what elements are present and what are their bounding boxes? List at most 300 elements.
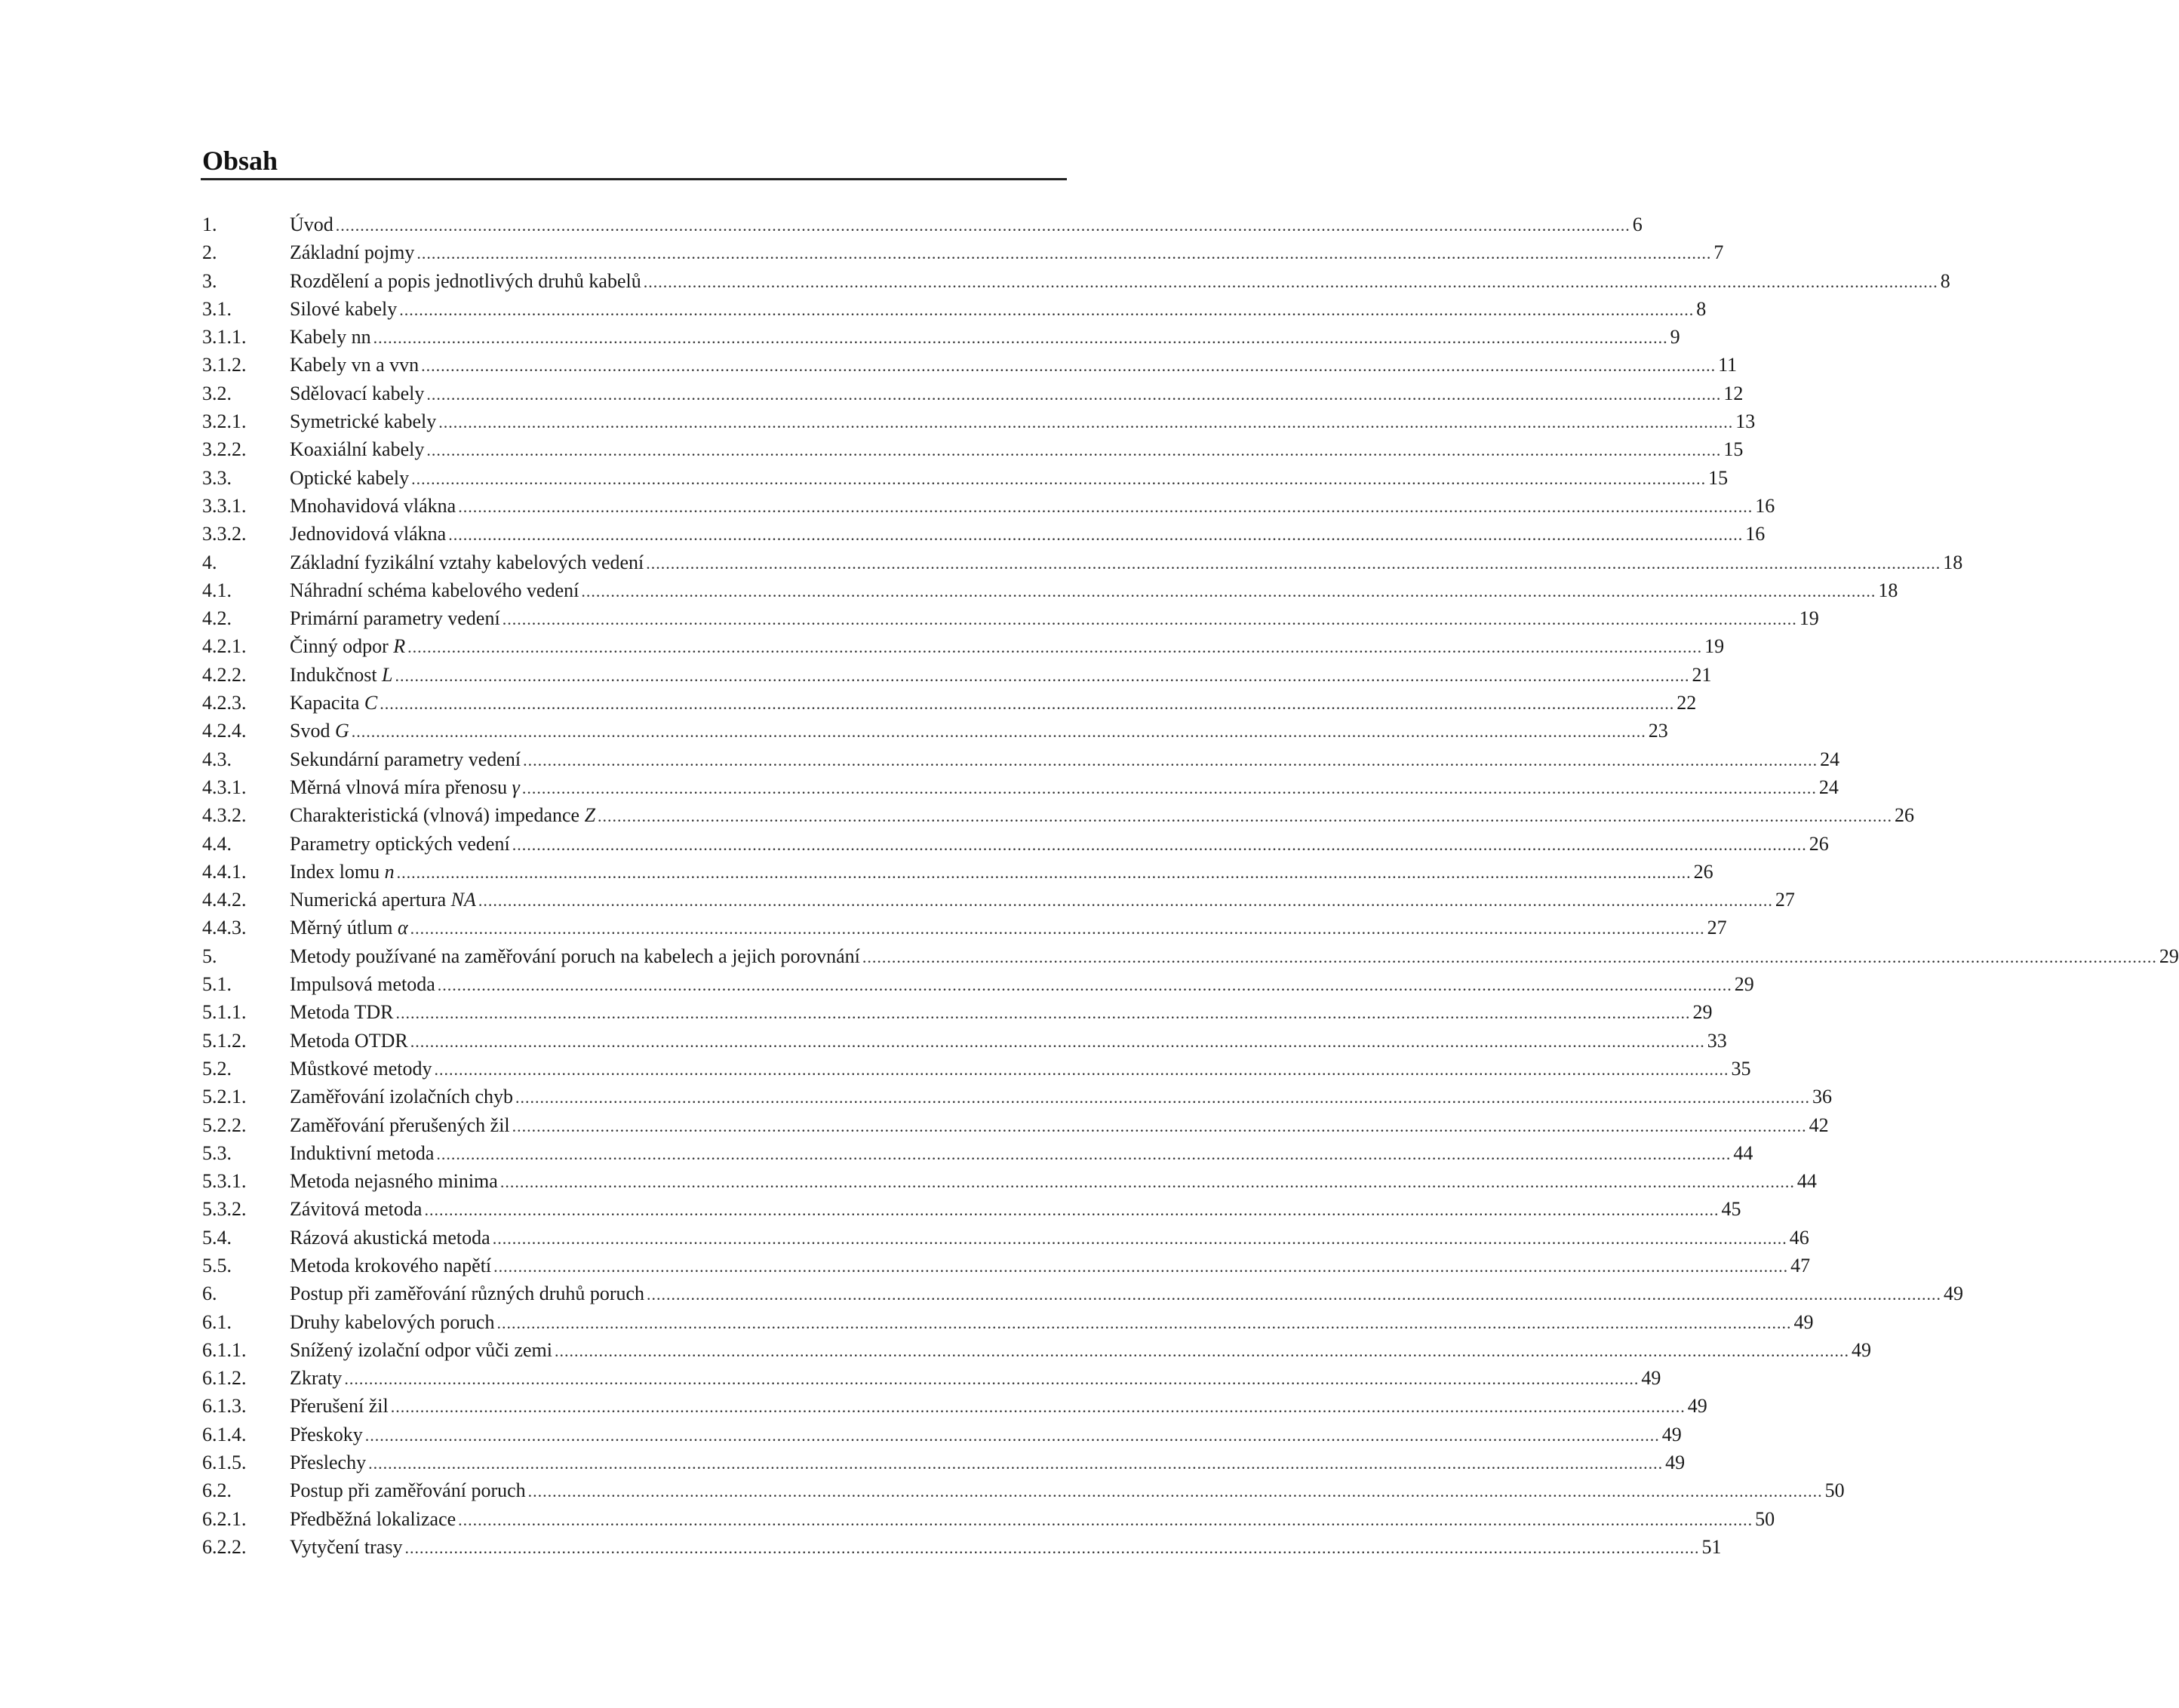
toc-entry-title: Kabely vn a vvn	[290, 354, 420, 376]
toc-entry-title: Zaměřování přerušených žil	[290, 1114, 510, 1136]
toc-entry-title-wrap	[287, 858, 395, 886]
toc-entry-title: Přeskoky	[290, 1423, 363, 1445]
toc-entry[interactable]	[202, 295, 1707, 323]
toc-entry-number: 3.1.2.	[202, 354, 247, 376]
toc-entry-title: Indukčnost	[290, 663, 377, 686]
toc-dot-leader	[644, 268, 1938, 296]
toc-entry-title-wrap	[287, 323, 371, 351]
toc-dot-leader	[397, 859, 1692, 886]
toc-entry-title: Měrná vlnová míra přenosu	[290, 776, 508, 798]
toc-entry-page: 12	[1723, 382, 1744, 404]
toc-entry-page: 35	[1731, 1057, 1751, 1080]
toc-entry[interactable]	[202, 520, 1766, 548]
toc-entry-number: 6.1.5.	[202, 1451, 247, 1474]
toc-entry-number: 4.2.	[202, 607, 232, 630]
toc-entry[interactable]	[202, 773, 1839, 801]
toc-entry[interactable]	[202, 1195, 1741, 1223]
toc-dot-leader	[424, 1196, 1719, 1224]
toc-entry-title-wrap	[287, 942, 860, 970]
toc-entry-title: Rázová akustická metoda	[290, 1226, 490, 1249]
toc-entry-number: 3.2.1.	[202, 410, 247, 433]
toc-entry-title: Přerušení žil	[290, 1395, 389, 1418]
toc-entry-number: 3.2.	[202, 382, 232, 404]
toc-entry-title: Závitová metoda	[290, 1198, 423, 1221]
toc-entry-title-wrap	[287, 1139, 434, 1167]
toc-entry[interactable]	[202, 1421, 1682, 1448]
toc-entry[interactable]	[202, 1083, 1832, 1111]
toc-entry-title-wrap	[287, 1364, 342, 1392]
toc-dot-leader	[438, 971, 1732, 999]
toc-entry-number: 5.1.	[202, 973, 232, 996]
toc-entry-page: 44	[1796, 1170, 1817, 1193]
toc-dot-leader	[435, 1055, 1729, 1083]
toc-entry-title-wrap	[287, 1448, 366, 1476]
toc-entry-number: 4.2.2.	[202, 663, 247, 686]
toc-entry[interactable]	[202, 1448, 1686, 1476]
toc-entry-title: Impulsová metoda	[290, 973, 435, 996]
toc-entry-title: Metoda krokového napětí	[290, 1254, 492, 1276]
toc-entry-page: 15	[1723, 438, 1744, 461]
toc-entry-title: Základní pojmy	[290, 241, 415, 264]
toc-entry-title: Metoda TDR	[290, 1001, 394, 1024]
toc-entry-title: Přeslechy	[290, 1451, 367, 1474]
toc-entry[interactable]	[202, 1364, 1661, 1392]
toc-entry-symbol: α	[398, 917, 408, 939]
toc-entry-page: 21	[1692, 663, 1712, 686]
toc-dot-leader	[344, 1365, 1639, 1393]
toc-dot-leader	[862, 943, 2157, 971]
toc-entry-number: 4.	[202, 551, 217, 573]
toc-entry-title-wrap	[287, 435, 424, 463]
toc-entry-title-wrap	[287, 886, 476, 914]
toc-dot-leader	[528, 1477, 1823, 1505]
toc-entry-number: 4.3.2.	[202, 804, 247, 827]
toc-entry-page: 27	[1707, 917, 1727, 939]
toc-entry-title-wrap	[287, 267, 641, 295]
toc-entry[interactable]	[202, 576, 1898, 604]
toc-entry-page: 13	[1735, 410, 1756, 433]
toc-entry[interactable]	[202, 379, 1744, 407]
toc-entry-page: 19	[1799, 607, 1819, 630]
toc-dot-leader	[493, 1252, 1788, 1280]
toc-dot-leader	[647, 1280, 1941, 1308]
toc-entry-number: 3.	[202, 269, 217, 292]
toc-entry[interactable]	[202, 1279, 1964, 1307]
toc-entry[interactable]	[202, 745, 1840, 773]
toc-entry-title: Primární parametry vedení	[290, 607, 500, 630]
toc-dot-leader	[512, 831, 1807, 859]
toc-entry-page: 29	[2159, 945, 2179, 967]
toc-entry-symbol: R	[393, 635, 406, 658]
toc-entry-title: Snížený izolační odpor vůči zemi	[290, 1338, 553, 1361]
toc-entry-title-wrap	[287, 520, 446, 548]
toc-entry-number: 3.2.2.	[202, 438, 247, 461]
toc-entry-number: 6.2.1.	[202, 1507, 247, 1530]
toc-entry-number: 2.	[202, 241, 217, 264]
toc-dot-leader	[373, 324, 1668, 352]
toc-entry-number: 6.1.3.	[202, 1395, 247, 1418]
toc-entry-number: 4.2.3.	[202, 692, 247, 714]
toc-entry-number: 3.3.2.	[202, 523, 247, 545]
toc-entry[interactable]	[202, 632, 1725, 660]
toc-entry-title-wrap	[287, 1111, 510, 1139]
toc-dot-leader	[411, 465, 1706, 493]
toc-entry-title: Jednovidová vlákna	[290, 523, 447, 545]
toc-entry[interactable]	[202, 914, 1727, 942]
toc-dot-leader	[426, 436, 1721, 464]
toc-entry-number: 5.2.	[202, 1057, 232, 1080]
toc-entry-page: 50	[1824, 1479, 1845, 1502]
toc-entry-page: 49	[1687, 1395, 1707, 1418]
toc-entry-title-wrap	[287, 773, 520, 801]
page-title: Obsah	[202, 146, 278, 176]
toc-entry[interactable]	[202, 998, 1713, 1026]
toc-entry-title: Parametry optických vedení	[290, 832, 510, 855]
toc-entry-page: 49	[1665, 1451, 1686, 1474]
toc-entry-title: Vytyčení trasy	[290, 1535, 403, 1558]
toc-entry[interactable]	[202, 435, 1744, 463]
toc-entry-page: 49	[1852, 1338, 1872, 1361]
toc-entry-page: 42	[1809, 1114, 1829, 1136]
toc-entry[interactable]	[202, 210, 1643, 238]
toc-entry[interactable]	[202, 886, 1795, 914]
toc-entry-number: 6.1.	[202, 1310, 232, 1333]
toc-entry-symbol: L	[382, 663, 393, 686]
toc-entry-page: 8	[1940, 269, 1950, 292]
toc-dot-leader	[410, 1028, 1705, 1055]
toc-entry-page: 51	[1701, 1535, 1722, 1558]
toc-entry-title: Kapacita	[290, 692, 360, 714]
toc-entry-title-wrap	[287, 1083, 513, 1111]
toc-entry-number: 1.	[202, 214, 217, 235]
toc-dot-leader	[523, 746, 1818, 774]
toc-entry-page: 7	[1713, 241, 1724, 264]
toc-dot-leader	[395, 999, 1690, 1027]
toc-entry[interactable]	[202, 942, 2179, 970]
toc-entry-symbol: C	[364, 692, 378, 714]
toc-entry-number: 4.3.1.	[202, 776, 247, 798]
toc-entry-number: 5.	[202, 945, 217, 967]
toc-entry-page: 24	[1818, 776, 1839, 798]
toc-entry-page: 44	[1733, 1141, 1753, 1164]
toc-entry-number: 6.2.2.	[202, 1535, 247, 1558]
toc-entry-page: 49	[1944, 1283, 1964, 1305]
toc-entry-number: 5.3.1.	[202, 1170, 247, 1193]
toc-entry[interactable]	[202, 604, 1819, 632]
toc-entry-page: 26	[1809, 832, 1829, 855]
toc-entry-number: 4.2.1.	[202, 635, 247, 658]
toc-entry[interactable]	[202, 801, 1915, 829]
toc-entry-page: 22	[1677, 692, 1697, 714]
toc-entry-title-wrap	[287, 801, 595, 829]
toc-entry-title: Rozdělení a popis jednotlivých druhů kabelů	[290, 269, 641, 292]
toc-entry-number: 5.1.2.	[202, 1029, 247, 1052]
toc-dot-leader	[502, 605, 1797, 633]
toc-entry-title-wrap	[287, 1421, 363, 1448]
toc-dot-leader	[458, 493, 1753, 521]
toc-entry-page: 47	[1790, 1254, 1811, 1276]
toc-entry-title: Náhradní schéma kabelového vedení	[290, 579, 579, 601]
toc-dot-leader	[496, 1309, 1791, 1337]
toc-entry-number: 6.1.2.	[202, 1367, 247, 1390]
toc-entry[interactable]	[202, 1027, 1727, 1055]
toc-entry-page: 49	[1661, 1423, 1682, 1445]
toc-entry[interactable]	[202, 464, 1729, 492]
toc-entry-symbol: n	[384, 860, 395, 883]
toc-entry[interactable]	[202, 1308, 1814, 1336]
toc-entry-title-wrap	[287, 1505, 456, 1533]
toc-dot-leader	[515, 1083, 1810, 1111]
toc-entry-number: 5.3.	[202, 1141, 232, 1164]
toc-dot-leader	[404, 1534, 1699, 1562]
toc-entry[interactable]	[202, 858, 1713, 886]
toc-entry-page: 16	[1745, 523, 1766, 545]
toc-entry-title-wrap	[287, 1195, 422, 1223]
toc-entry[interactable]	[202, 830, 1829, 858]
toc-entry-title: Koaxiální kabely	[290, 438, 425, 461]
toc-dot-leader	[395, 662, 1690, 690]
toc-entry-title-wrap	[287, 1476, 526, 1504]
toc-entry-title-wrap	[287, 1392, 389, 1420]
toc-dot-leader	[421, 352, 1716, 379]
toc-entry-number: 4.1.	[202, 579, 232, 601]
toc-dot-leader	[426, 380, 1721, 408]
toc-entry-page: 46	[1789, 1226, 1809, 1249]
toc-entry-title-wrap	[287, 661, 393, 689]
toc-entry-symbol: γ	[512, 776, 520, 798]
toc-entry-title: Metoda OTDR	[290, 1029, 408, 1052]
toc-entry-title: Numerická apertura	[290, 889, 447, 911]
toc-entry-title: Metody používané na zaměřování poruch na kabelech a jejich porovnání	[290, 945, 860, 967]
toc-entry-number: 6.	[202, 1283, 217, 1305]
toc-entry[interactable]	[202, 548, 1963, 576]
toc-entry-number: 4.4.	[202, 832, 232, 855]
toc-entry[interactable]	[202, 661, 1712, 689]
toc-entry-title-wrap	[287, 1055, 432, 1083]
toc-entry-number: 5.3.2.	[202, 1198, 247, 1221]
toc-entry-title: Předběžná lokalizace	[290, 1507, 456, 1530]
toc-dot-leader	[448, 521, 1743, 548]
toc-entry-title-wrap	[287, 295, 397, 323]
toc-dot-leader	[365, 1421, 1660, 1449]
toc-entry-page: 26	[1693, 860, 1713, 883]
toc-dot-leader	[416, 239, 1711, 267]
toc-entry[interactable]	[202, 689, 1697, 717]
toc-entry-title: Metoda nejasného minima	[290, 1170, 498, 1193]
toc-entry-page: 45	[1721, 1198, 1741, 1221]
toc-entry-number: 4.4.1.	[202, 860, 247, 883]
toc-entry-number: 5.2.2.	[202, 1114, 247, 1136]
toc-entry-title: Zaměřování izolačních chyb	[290, 1086, 513, 1108]
toc-entry-number: 5.1.1.	[202, 1001, 247, 1024]
toc-dot-leader	[493, 1224, 1787, 1252]
title-rule	[201, 178, 1067, 180]
toc-entry[interactable]	[202, 351, 1738, 379]
toc-entry[interactable]	[202, 970, 1754, 998]
toc-entry-title-wrap	[287, 238, 414, 266]
toc-entry[interactable]	[202, 407, 1756, 435]
toc-dot-leader	[407, 633, 1702, 661]
toc-entry-title-wrap	[287, 548, 644, 576]
toc-entry[interactable]	[202, 1167, 1817, 1195]
toc-entry-title: Sekundární parametry vedení	[290, 748, 521, 770]
toc-entry-title-wrap	[287, 464, 409, 492]
toc-entry-title-wrap	[287, 604, 500, 632]
toc-dot-leader	[391, 1393, 1686, 1421]
toc-entry-title: Druhy kabelových poruch	[290, 1310, 495, 1333]
toc-entry-page: 23	[1648, 720, 1668, 742]
toc-entry[interactable]	[202, 1533, 1722, 1561]
toc-entry-title: Optické kabely	[290, 466, 410, 489]
toc-dot-leader	[368, 1449, 1663, 1477]
toc-entry[interactable]	[202, 1476, 1845, 1504]
toc-entry-title-wrap	[287, 830, 510, 858]
toc-entry[interactable]	[202, 1252, 1811, 1279]
toc-dot-leader	[478, 886, 1773, 914]
toc-entry-page: 49	[1793, 1310, 1814, 1333]
toc-entry-title-wrap	[287, 1308, 494, 1336]
toc-entry[interactable]	[202, 1392, 1707, 1420]
toc-entry-page: 26	[1895, 804, 1915, 827]
toc-entry-number: 3.1.1.	[202, 326, 247, 349]
toc-entry-number: 3.3.	[202, 466, 232, 489]
toc-entry[interactable]	[202, 323, 1680, 351]
toc-entry-page: 8	[1696, 297, 1707, 320]
toc-entry-number: 6.1.4.	[202, 1423, 247, 1445]
toc-entry-number: 4.3.	[202, 748, 232, 770]
toc-entry-number: 3.3.1.	[202, 494, 247, 517]
toc-entry-title: Mnohavidová vlákna	[290, 494, 456, 517]
toc-entry-page: 16	[1755, 494, 1775, 517]
toc-entry-title-wrap	[287, 1027, 408, 1055]
toc-entry-number: 5.5.	[202, 1254, 232, 1276]
toc-entry-title: Sdělovací kabely	[290, 382, 425, 404]
toc-entry-title-wrap	[287, 1167, 498, 1195]
toc-entry-number: 4.4.2.	[202, 889, 247, 911]
toc-entry-title-wrap	[287, 914, 408, 942]
toc-entry[interactable]	[202, 717, 1668, 745]
toc-entry-title: Úvod	[290, 214, 333, 235]
toc-entry-page: 24	[1820, 748, 1840, 770]
toc-entry-number: 5.2.1.	[202, 1086, 247, 1108]
toc-entry-title-wrap	[287, 576, 579, 604]
toc-entry-title: Index lomu	[290, 860, 380, 883]
toc-entry-page: 50	[1755, 1507, 1775, 1530]
toc-entry-title-wrap	[287, 379, 424, 407]
toc-entry-page: 6	[1632, 214, 1643, 235]
toc-entry-page: 29	[1692, 1001, 1713, 1024]
toc-entry-number: 6.2.	[202, 1479, 232, 1502]
toc-dot-leader	[512, 1112, 1807, 1140]
toc-entry-title: Charakteristická (vlnová) impedance	[290, 804, 580, 827]
toc-entry-number: 3.1.	[202, 297, 232, 320]
toc-dot-leader	[380, 690, 1674, 717]
toc-dot-leader	[410, 914, 1705, 942]
toc-entry-number: 4.4.3.	[202, 917, 247, 939]
toc-entry-title: Postup při zaměřování různých druhů poruch	[290, 1283, 645, 1305]
toc-entry-title: Postup při zaměřování poruch	[290, 1479, 526, 1502]
toc-entry-title-wrap	[287, 210, 333, 238]
toc-entry-title-wrap	[287, 1336, 552, 1364]
toc-dot-leader	[352, 717, 1646, 745]
toc-dot-leader	[555, 1337, 1849, 1365]
toc-dot-leader	[646, 549, 1941, 577]
toc-entry-title-wrap	[287, 717, 349, 745]
toc-dot-leader	[399, 296, 1694, 324]
toc-entry-title: Základní fyzikální vztahy kabelových vedení	[290, 551, 644, 573]
toc-entry-number: 5.4.	[202, 1226, 232, 1249]
toc-entry-page: 36	[1812, 1086, 1832, 1108]
toc-entry[interactable]	[202, 1055, 1751, 1083]
toc-dot-leader	[436, 1140, 1731, 1168]
toc-entry-title-wrap	[287, 1533, 402, 1561]
toc-dot-leader	[522, 774, 1817, 802]
toc-entry-page: 33	[1707, 1029, 1727, 1052]
toc-entry-title-wrap	[287, 1224, 490, 1252]
toc-entry-title: Měrný útlum	[290, 917, 393, 939]
toc-dot-leader	[500, 1168, 1795, 1196]
toc-entry[interactable]	[202, 1139, 1753, 1167]
toc-dot-leader	[598, 802, 1892, 830]
toc-entry-title: Můstkové metody	[290, 1057, 432, 1080]
toc-entry-number: 6.1.1.	[202, 1338, 247, 1361]
toc-entry-title: Induktivní metoda	[290, 1141, 435, 1164]
toc-entry[interactable]	[202, 267, 1950, 295]
toc-entry[interactable]	[202, 1111, 1829, 1139]
toc-entry-title-wrap	[287, 351, 419, 379]
toc-entry-title-wrap	[287, 1252, 491, 1279]
toc-entry-title-wrap	[287, 492, 456, 520]
toc-dot-leader	[458, 1506, 1753, 1534]
toc-entry-page: 29	[1734, 973, 1754, 996]
toc-entry-title-wrap	[287, 632, 405, 660]
toc-entry-title: Silové kabely	[290, 297, 398, 320]
toc-entry[interactable]	[202, 1505, 1775, 1533]
toc-entry-title-wrap	[287, 407, 436, 435]
toc-entry[interactable]	[202, 1336, 1872, 1364]
toc-entry-page: 18	[1878, 579, 1898, 601]
toc-entry[interactable]	[202, 492, 1775, 520]
toc-entry-page: 15	[1708, 466, 1729, 489]
toc-entry-title: Zkraty	[290, 1367, 343, 1390]
toc-entry-page: 19	[1704, 635, 1725, 658]
toc-dot-leader	[581, 577, 1876, 605]
toc-dot-leader	[336, 211, 1630, 239]
toc-entry-symbol: G	[334, 720, 349, 742]
toc-entry-title-wrap	[287, 970, 435, 998]
toc-entry-title: Symetrické kabely	[290, 410, 437, 433]
toc-entry-title: Svod	[290, 720, 330, 742]
toc-entry[interactable]	[202, 1224, 1809, 1252]
toc-entry-title-wrap	[287, 998, 393, 1026]
toc-entry-page: 18	[1943, 551, 1963, 573]
toc-entry-title: Činný odpor	[290, 635, 389, 658]
toc-entry-page: 49	[1641, 1367, 1661, 1390]
table-of-contents	[202, 210, 2179, 1561]
toc-entry-page: 27	[1775, 889, 1795, 911]
toc-entry-page: 9	[1670, 326, 1680, 349]
toc-dot-leader	[438, 408, 1733, 436]
toc-entry-number: 4.2.4.	[202, 720, 247, 742]
toc-entry-symbol: NA	[450, 889, 476, 911]
toc-entry-title-wrap	[287, 745, 521, 773]
toc-entry-title: Kabely nn	[290, 326, 371, 349]
toc-entry-title-wrap	[287, 689, 377, 717]
toc-entry[interactable]	[202, 238, 1724, 266]
toc-entry-symbol: Z	[584, 804, 596, 827]
toc-entry-title-wrap	[287, 1279, 644, 1307]
toc-entry-page: 11	[1718, 354, 1738, 376]
